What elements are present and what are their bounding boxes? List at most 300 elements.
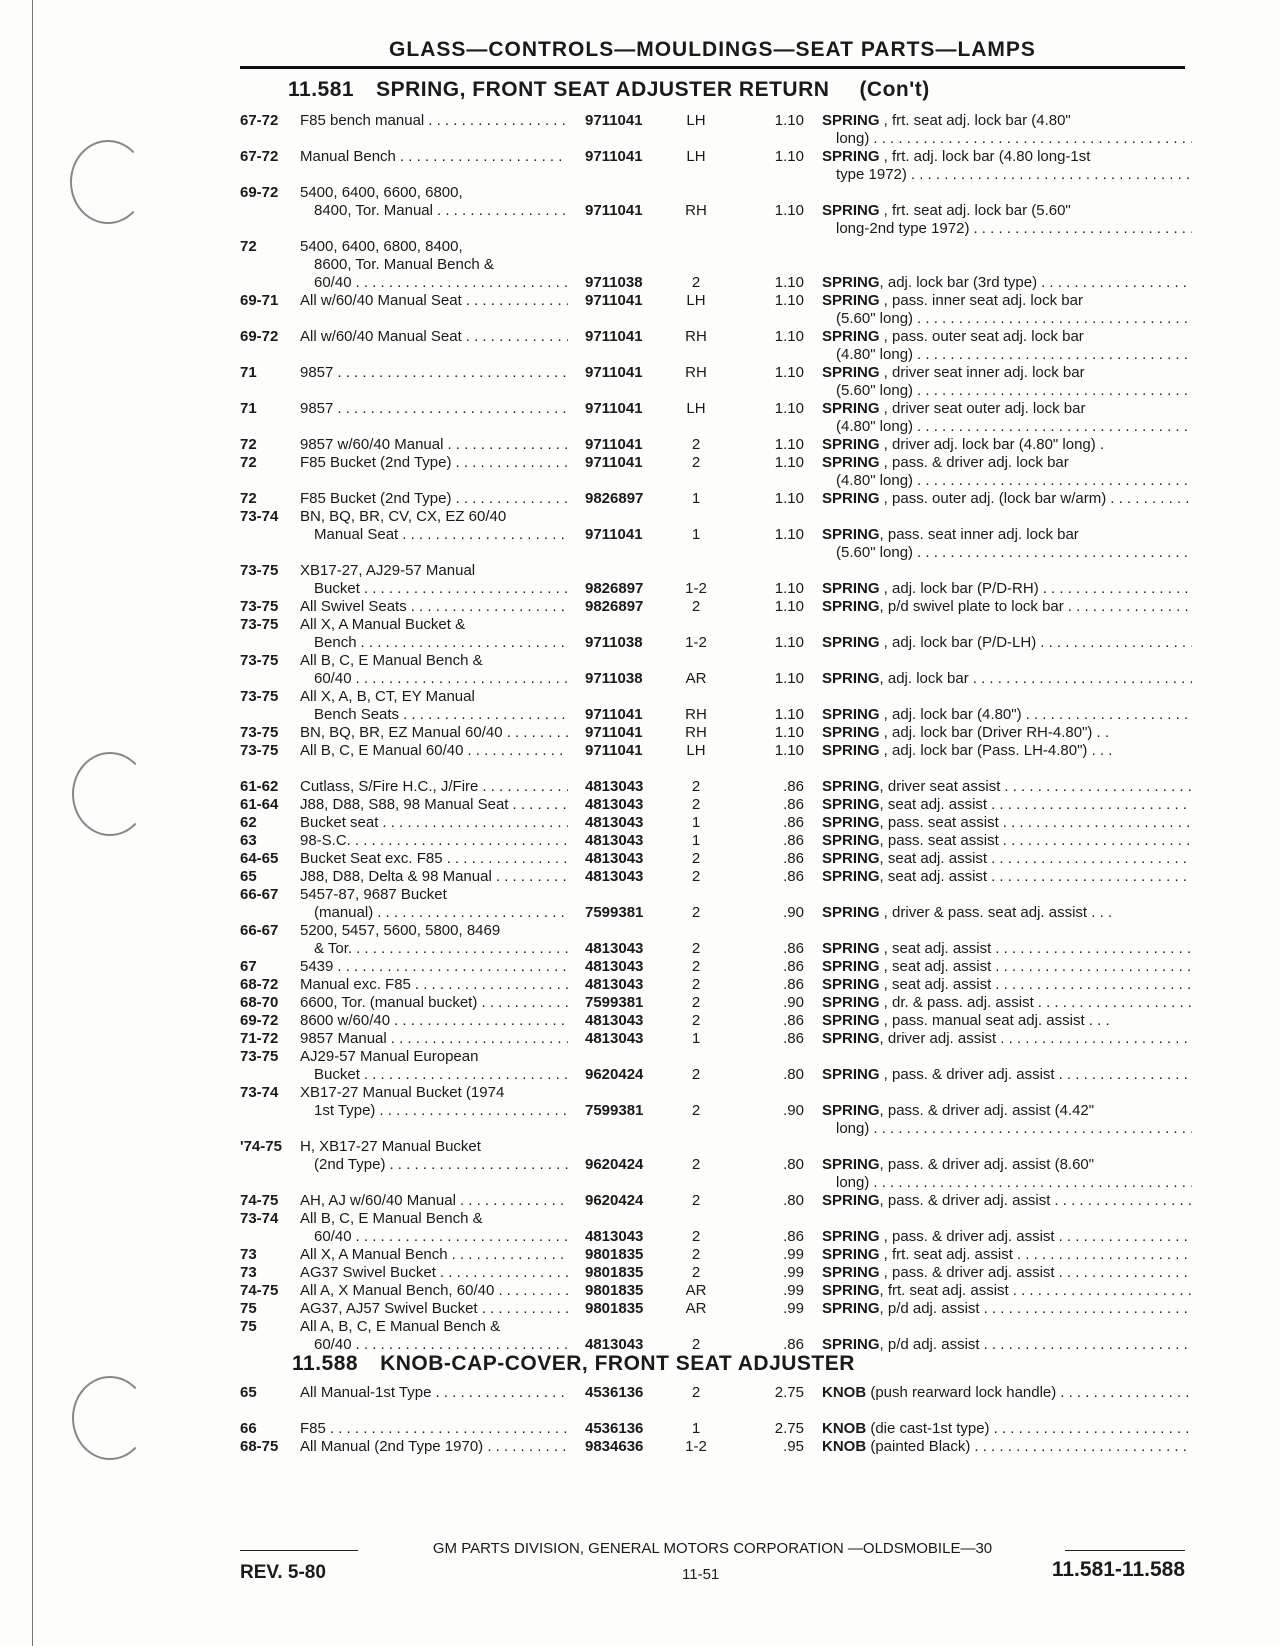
description-line xyxy=(300,1210,568,1228)
description-line xyxy=(300,148,568,166)
description-line xyxy=(300,328,568,346)
model-years: 73 xyxy=(240,1246,257,1263)
part-description-line xyxy=(822,1120,1192,1138)
price: .86 xyxy=(783,1012,804,1029)
part-description-text: SPRING , pass. & driver adj. lock bar xyxy=(822,454,1069,471)
part-description-line xyxy=(822,454,1192,472)
leader-dots xyxy=(873,1174,1192,1192)
part-description-line xyxy=(822,958,1192,976)
part-number: 4813043 xyxy=(585,1336,644,1353)
table-row xyxy=(0,1012,1280,1030)
model-years: 69-72 xyxy=(240,1012,279,1029)
quantity: 1 xyxy=(691,832,701,849)
application-description xyxy=(300,1282,568,1300)
part-description-text: SPRING, adj. lock bar (3rd type) xyxy=(822,274,1038,291)
description-line xyxy=(300,616,568,634)
leader-dots xyxy=(995,976,1192,994)
description-text: 8600, Tor. Manual Bench & xyxy=(314,256,494,273)
model-years: 73 xyxy=(240,1264,257,1281)
leader-dots xyxy=(455,490,568,508)
part-description-text: SPRING , driver adj. lock bar (4.80" long) . xyxy=(822,436,1105,453)
quantity: AR xyxy=(685,1282,707,1299)
table-row xyxy=(0,850,1280,868)
table-row xyxy=(0,112,1280,148)
quantity: 2 xyxy=(691,1192,701,1209)
part-number: 9620424 xyxy=(585,1066,644,1083)
description-text: J88, D88, Delta & 98 Manual . . xyxy=(300,868,509,885)
description-line xyxy=(300,904,568,922)
description-text: 9857 w/60/40 Manual xyxy=(300,436,444,453)
part-number: 9826897 xyxy=(585,580,644,597)
leader-dots xyxy=(394,1012,568,1030)
model-years: 64-65 xyxy=(240,850,279,867)
description-line xyxy=(300,256,568,274)
leader-dots xyxy=(995,958,1192,976)
part-description xyxy=(822,364,1192,400)
description-text: All w/60/40 Manual Seat xyxy=(300,292,462,309)
section-continued: (Con't) xyxy=(859,78,930,101)
quantity: RH xyxy=(685,706,707,723)
description-text: Bucket xyxy=(314,1066,360,1083)
description-text: 9857 Manual xyxy=(300,1030,387,1047)
leader-dots xyxy=(437,202,568,220)
application-description xyxy=(300,1012,568,1030)
part-number: 4813043 xyxy=(585,958,644,975)
part-description-line xyxy=(822,634,1192,652)
application-description xyxy=(300,958,568,976)
section-range: 11.581-11.588 xyxy=(1051,1558,1185,1581)
model-years: 73-75 xyxy=(240,1048,279,1065)
part-description-text: SPRING, seat adj. assist xyxy=(822,796,988,813)
part-description-text: SPRING , pass. inner seat adj. lock bar xyxy=(822,292,1083,309)
part-description-line xyxy=(822,868,1192,886)
table-row xyxy=(0,976,1280,994)
description-line xyxy=(300,634,568,652)
quantity: LH xyxy=(686,148,706,165)
quantity: RH xyxy=(685,364,707,381)
application-description xyxy=(300,184,568,220)
table-row xyxy=(0,778,1280,796)
footer-rule-right xyxy=(1065,1550,1185,1551)
price: 1.10 xyxy=(774,634,804,651)
part-description-line xyxy=(822,1174,1192,1192)
part-number: 9711041 xyxy=(585,292,643,309)
quantity: 2 xyxy=(691,1336,701,1353)
description-text: Bench xyxy=(314,634,357,651)
table-row xyxy=(0,1264,1280,1282)
price: .99 xyxy=(783,1300,804,1317)
leader-dots xyxy=(1013,1282,1192,1300)
model-years: 73-75 xyxy=(240,616,279,633)
part-description xyxy=(822,328,1192,364)
table-row xyxy=(0,1300,1280,1318)
leader-dots xyxy=(1004,778,1192,796)
part-description-text: SPRING, p/d swivel plate to lock bar xyxy=(822,598,1064,615)
leader-dots xyxy=(337,364,568,382)
leader-dots xyxy=(1068,598,1192,616)
model-years: 73-75 xyxy=(240,562,279,579)
description-line xyxy=(300,742,568,760)
part-description xyxy=(822,724,1192,742)
application-description xyxy=(300,886,568,922)
description-line xyxy=(300,112,568,130)
description-line xyxy=(300,454,568,472)
part-number: 9711038 xyxy=(585,670,643,687)
description-text: 5200, 5457, 5600, 5800, 8469 xyxy=(300,922,501,939)
part-description-text: SPRING , seat adj. assist xyxy=(822,958,992,975)
quantity: 1-2 xyxy=(685,1438,707,1455)
leader-dots xyxy=(515,994,568,1012)
price: 1.10 xyxy=(774,148,804,165)
price: 1.10 xyxy=(774,526,804,543)
part-description-line xyxy=(822,310,1192,328)
part-description-line xyxy=(822,130,1192,148)
leader-dots xyxy=(917,418,1192,436)
quantity: 2 xyxy=(691,1156,701,1173)
model-years: 68-72 xyxy=(240,976,279,993)
part-description-text: SPRING , adj. lock bar (P/D-RH) xyxy=(822,580,1039,597)
part-description-text: (4.80" long) xyxy=(836,346,914,363)
application-description xyxy=(300,850,568,868)
leader-dots xyxy=(917,310,1192,328)
leader-dots xyxy=(460,1192,568,1210)
part-description-text: SPRING, p/d adj. assist xyxy=(822,1336,980,1353)
leader-dots xyxy=(911,166,1192,184)
description-line xyxy=(300,202,568,220)
leader-dots xyxy=(984,1300,1192,1318)
quantity: 2 xyxy=(691,904,701,921)
table-row xyxy=(0,490,1280,508)
table-row xyxy=(0,1384,1280,1402)
leader-dots xyxy=(361,634,568,652)
description-line xyxy=(300,1282,568,1300)
part-number: 9826897 xyxy=(585,490,644,507)
part-description-text: SPRING , seat adj. assist xyxy=(822,976,992,993)
application-description xyxy=(300,1084,568,1120)
description-line xyxy=(300,1438,568,1456)
section-title: SPRING, FRONT SEAT ADJUSTER RETURN xyxy=(376,78,830,101)
part-description-line xyxy=(822,472,1192,490)
table-row xyxy=(0,958,1280,976)
application-description xyxy=(300,238,568,292)
description-line xyxy=(300,1048,568,1066)
price: .86 xyxy=(783,1228,804,1245)
part-number: 9711041 xyxy=(585,436,643,453)
description-text: F85 xyxy=(300,1420,326,1437)
table-row xyxy=(0,886,1280,922)
part-number: 9711038 xyxy=(585,274,643,291)
part-description xyxy=(822,1384,1192,1402)
model-years: 71 xyxy=(240,400,257,417)
quantity: 1-2 xyxy=(685,580,707,597)
model-years: 68-75 xyxy=(240,1438,279,1455)
leader-dots xyxy=(991,796,1192,814)
quantity: 2 xyxy=(691,274,701,291)
description-line xyxy=(300,886,568,904)
model-years: 73-75 xyxy=(240,724,279,741)
leader-dots xyxy=(377,904,568,922)
model-years: 66-67 xyxy=(240,886,279,903)
model-years: 73-75 xyxy=(240,598,279,615)
part-description xyxy=(822,1012,1192,1030)
leader-dots xyxy=(1003,814,1192,832)
description-text: Bucket xyxy=(314,580,360,597)
part-description xyxy=(822,1420,1192,1438)
leader-dots xyxy=(403,706,568,724)
section-heading xyxy=(292,1352,855,1376)
part-description xyxy=(822,778,1192,796)
leader-dots xyxy=(917,472,1192,490)
part-number: 4813043 xyxy=(585,1030,644,1047)
part-description-line xyxy=(822,742,1192,760)
model-years: 73-74 xyxy=(240,508,279,525)
part-number: 9826897 xyxy=(585,598,644,615)
part-description-text: SPRING, pass. & driver adj. assist xyxy=(822,1192,1051,1209)
part-number: 4813043 xyxy=(585,940,644,957)
description-text: All B, C, E Manual Bench & xyxy=(300,652,483,669)
application-description xyxy=(300,778,568,796)
model-years: 69-72 xyxy=(240,184,279,201)
part-description xyxy=(822,1246,1192,1264)
model-years: 62 xyxy=(240,814,257,831)
application-description xyxy=(300,454,568,472)
quantity: 2 xyxy=(691,436,701,453)
quantity: 2 xyxy=(691,940,701,957)
leader-dots xyxy=(1000,1030,1192,1048)
description-line xyxy=(300,436,568,454)
part-description xyxy=(822,940,1192,958)
quantity: 2 xyxy=(691,1102,701,1119)
leader-dots xyxy=(917,544,1192,562)
table-row xyxy=(0,1282,1280,1300)
description-text: BN, BQ, BR, CV, CX, EZ 60/40 xyxy=(300,508,507,525)
quantity: 1 xyxy=(691,814,701,831)
leader-dots xyxy=(1017,1246,1192,1264)
quantity: AR xyxy=(685,1300,707,1317)
part-description-line xyxy=(822,436,1192,454)
price: .99 xyxy=(783,1264,804,1281)
description-line xyxy=(300,940,568,958)
part-description-line xyxy=(822,202,1192,220)
description-text: AH, AJ w/60/40 Manual xyxy=(300,1192,456,1209)
part-description-text: SPRING , pass. outer seat adj. lock bar xyxy=(822,328,1084,345)
part-description-text: (5.60" long) xyxy=(836,544,914,561)
description-line xyxy=(300,724,568,742)
leader-dots xyxy=(382,814,568,832)
description-text: (manual) xyxy=(314,904,374,921)
application-description xyxy=(300,148,568,166)
application-description xyxy=(300,994,568,1012)
application-description xyxy=(300,112,568,130)
description-text: XB17-27, AJ29-57 Manual xyxy=(300,562,476,579)
part-description-text: SPRING , driver seat inner adj. lock bar xyxy=(822,364,1085,381)
price: 2.75 xyxy=(774,1420,804,1437)
quantity: 1 xyxy=(691,1420,701,1437)
price: .80 xyxy=(783,1156,804,1173)
table-row xyxy=(0,922,1280,958)
part-description-line xyxy=(822,382,1192,400)
part-description-line xyxy=(822,1264,1192,1282)
price: .99 xyxy=(783,1282,804,1299)
description-line xyxy=(300,1102,568,1120)
part-description-line xyxy=(822,1246,1192,1264)
part-description xyxy=(822,400,1192,436)
table-row xyxy=(0,1030,1280,1048)
model-years: 73-74 xyxy=(240,1084,279,1101)
leader-dots xyxy=(440,1264,568,1282)
quantity: 1 xyxy=(691,490,701,507)
description-text: All Swivel Seats xyxy=(300,598,407,615)
table-row xyxy=(0,364,1280,400)
part-description-text: long) xyxy=(836,1174,870,1191)
description-line xyxy=(300,400,568,418)
table-row xyxy=(0,1084,1280,1138)
application-description xyxy=(300,868,568,886)
table-row xyxy=(0,328,1280,364)
part-description-line xyxy=(822,112,1192,130)
part-description xyxy=(822,958,1192,976)
leader-dots xyxy=(1040,634,1192,652)
part-description-text: KNOB (die cast-1st type) xyxy=(822,1420,990,1437)
application-description xyxy=(300,742,568,760)
model-years: 67-72 xyxy=(240,112,279,129)
leader-dots xyxy=(1054,1192,1192,1210)
table-row xyxy=(0,688,1280,724)
part-description-text: SPRING , driver & pass. seat adj. assist . . . xyxy=(822,904,1113,921)
application-description xyxy=(300,508,568,544)
part-description xyxy=(822,1192,1192,1210)
part-description-text: (4.80" long) xyxy=(836,418,914,435)
part-number: 4813043 xyxy=(585,868,644,885)
table-row xyxy=(0,562,1280,598)
leader-dots xyxy=(356,274,568,292)
part-description xyxy=(822,274,1192,292)
table-row xyxy=(0,598,1280,616)
model-years: 63 xyxy=(240,832,257,849)
price: 1.10 xyxy=(774,274,804,291)
table-row xyxy=(0,1048,1280,1084)
table-row xyxy=(0,796,1280,814)
part-description xyxy=(822,1282,1192,1300)
leader-dots xyxy=(507,1282,568,1300)
part-description-line xyxy=(822,544,1192,562)
quantity: 2 xyxy=(691,850,701,867)
part-number: 9801835 xyxy=(585,1264,644,1281)
part-number: 9711041 xyxy=(585,328,643,345)
leader-dots xyxy=(402,526,568,544)
price: 2.75 xyxy=(774,1384,804,1401)
part-description-line xyxy=(822,220,1192,238)
leader-dots xyxy=(447,436,568,454)
part-number: 4813043 xyxy=(585,1012,644,1029)
leader-dots xyxy=(466,328,568,346)
description-text: All B, C, E Manual Bench & xyxy=(300,1210,483,1227)
part-description-line xyxy=(822,1030,1192,1048)
leader-dots xyxy=(973,670,1192,688)
part-description xyxy=(822,814,1192,832)
description-line xyxy=(300,508,568,526)
part-number: 4813043 xyxy=(585,778,644,795)
price: .86 xyxy=(783,940,804,957)
footer-division: GM PARTS DIVISION, GENERAL MOTORS CORPORATION —OLDSMOBILE—30 xyxy=(432,1540,993,1557)
quantity: LH xyxy=(686,112,706,129)
description-text: 5400, 6400, 6600, 6800, xyxy=(300,184,463,201)
leader-dots xyxy=(1110,490,1192,508)
description-text: All A, X Manual Bench, 60/40 . xyxy=(300,1282,503,1299)
price: 1.10 xyxy=(774,292,804,309)
price: .90 xyxy=(783,904,804,921)
model-years: 67-72 xyxy=(240,148,279,165)
table-row xyxy=(0,994,1280,1012)
application-description xyxy=(300,1048,568,1084)
application-description xyxy=(300,688,568,724)
part-description-line xyxy=(822,832,1192,850)
model-years: 71-72 xyxy=(240,1030,279,1047)
application-description xyxy=(300,1264,568,1282)
description-text: Cutlass, S/Fire H.C., J/Fire xyxy=(300,778,479,795)
application-description xyxy=(300,562,568,598)
quantity: 2 xyxy=(691,1264,701,1281)
part-description xyxy=(822,1156,1192,1192)
part-description-line xyxy=(822,1282,1192,1300)
section-title: KNOB-CAP-COVER, FRONT SEAT ADJUSTER xyxy=(380,1352,855,1375)
description-line xyxy=(300,868,568,886)
description-line xyxy=(300,832,568,850)
part-description-text: SPRING, pass. seat assist xyxy=(822,832,999,849)
description-text: 9857 xyxy=(300,364,334,381)
description-line xyxy=(300,958,568,976)
section-number: 11.588 xyxy=(292,1352,359,1375)
part-number: 9711041 xyxy=(585,742,643,759)
leader-dots xyxy=(389,1156,568,1174)
quantity: 2 xyxy=(691,994,701,1011)
part-number: 7599381 xyxy=(585,904,644,921)
part-number: 9801835 xyxy=(585,1300,644,1317)
description-line xyxy=(300,1084,568,1102)
part-description xyxy=(822,1228,1192,1246)
part-description-text: SPRING , frt. seat adj. lock bar (5.60" xyxy=(822,202,1071,219)
description-line xyxy=(300,1300,568,1318)
application-description xyxy=(300,1030,568,1048)
description-text: All X, A Manual Bucket & xyxy=(300,616,466,633)
leader-dots xyxy=(356,940,568,958)
application-description xyxy=(300,1420,568,1438)
quantity: 2 xyxy=(691,1066,701,1083)
price: .86 xyxy=(783,832,804,849)
part-description-line xyxy=(822,364,1192,382)
part-description-line xyxy=(822,1384,1192,1402)
quantity: 2 xyxy=(691,1228,701,1245)
application-description xyxy=(300,796,568,814)
quantity: 2 xyxy=(691,958,701,975)
application-description xyxy=(300,436,568,454)
page-header: GLASS—CONTROLS—MOULDINGS—SEAT PARTS—LAMPS xyxy=(240,38,1185,69)
price: .86 xyxy=(783,1030,804,1047)
part-number: 9711041 xyxy=(585,526,643,543)
leader-dots xyxy=(1041,274,1192,292)
part-description-text: SPRING, pass. & driver adj. assist (8.60" xyxy=(822,1156,1095,1173)
description-text: All B, C, E Manual 60/40 xyxy=(300,742,464,759)
leader-dots xyxy=(512,868,568,886)
description-text: (2nd Type) xyxy=(314,1156,386,1173)
description-line xyxy=(300,1384,568,1402)
price: .86 xyxy=(783,850,804,867)
part-description-line xyxy=(822,274,1192,292)
leader-dots xyxy=(428,112,568,130)
table-row xyxy=(0,652,1280,688)
part-description-text: SPRING, pass. seat inner adj. lock bar xyxy=(822,526,1079,543)
table-row xyxy=(0,724,1280,742)
